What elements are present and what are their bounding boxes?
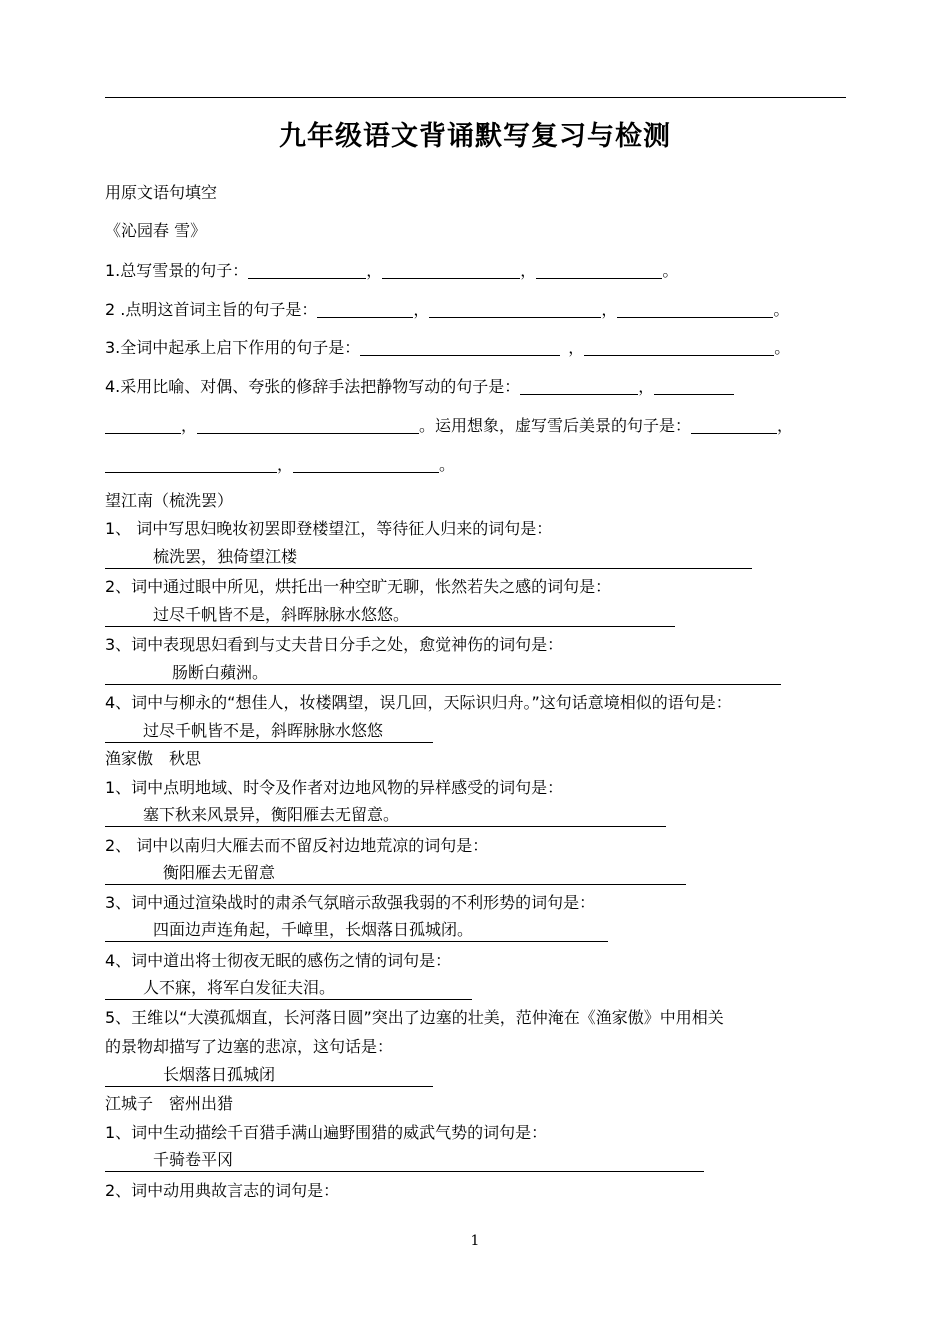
question-text: 5、王维以“大漠孤烟直，长河落日圆”突出了边塞的壮美，范仲淹在《渔家傲》中用相关 <box>105 1008 724 1027</box>
answer-blank[interactable] <box>429 301 601 318</box>
poem-heading-yujiaao: 渔家傲 秋思 <box>105 749 202 768</box>
question-row: ， 。 <box>105 454 455 476</box>
question-text: 4.采用比喻、对偶、夸张的修辞手法把静物写动的句子是： <box>105 377 521 396</box>
question-text: 3、词中通过渲染战时的肃杀气氛暗示敌强我弱的不利形势的词句是： <box>105 893 596 912</box>
poem-heading-qinyuanchun: 《沁园春 雪》 <box>105 221 207 240</box>
answer-line[interactable]: 塞下秋来风景异，衡阳雁去无留意。 <box>105 804 666 827</box>
answer-blank[interactable] <box>617 301 773 318</box>
question-row: 2 .点明这首词主旨的句子是： ， ， 。 <box>105 300 790 319</box>
answer-blank[interactable] <box>654 378 734 395</box>
answer-line[interactable]: 过尽千帆皆不是，斜晖脉脉水悠悠。 <box>105 604 675 627</box>
question-row: ， 。运用想象，虚写雪后美景的句子是： ， <box>105 415 793 437</box>
question-text: 1、词中生动描绘千百猎手满山遍野围猎的威武气势的词句是： <box>105 1123 548 1142</box>
answer-blank[interactable] <box>105 417 181 434</box>
answer-line[interactable]: 千骑卷平冈 <box>105 1149 704 1172</box>
poem-heading-wangjiangnan: 望江南（梳洗罢） <box>105 491 234 510</box>
answer-blank[interactable] <box>382 262 520 279</box>
question-text: 3.全词中起承上启下作用的句子是： <box>105 338 361 357</box>
question-text: 1、 词中写思妇晚妆初罢即登楼望江，等待征人归来的词句是： <box>105 519 553 538</box>
question-text: 3、词中表现思妇看到与丈夫昔日分手之处，愈觉神伤的词句是： <box>105 635 564 654</box>
answer-blank[interactable] <box>197 417 419 434</box>
answer-blank[interactable] <box>248 262 366 279</box>
question-text: 2、词中动用典故言志的词句是： <box>105 1181 340 1200</box>
question-row: 3.全词中起承上启下作用的句子是： ， 。 <box>105 338 791 357</box>
question-row: 4.采用比喻、对偶、夸张的修辞手法把静物写动的句子是： ， <box>105 376 734 398</box>
answer-line[interactable]: 长烟落日孤城闭 <box>105 1064 433 1087</box>
answer-line[interactable]: 过尽千帆皆不是，斜晖脉脉水悠悠 <box>105 720 433 743</box>
question-text: 4、词中道出将士彻夜无眠的感伤之情的词句是： <box>105 951 452 970</box>
question-text: 的景物却描写了边塞的悲凉，这句话是： <box>105 1037 394 1056</box>
question-text: 2 .点明这首词主旨的句子是： <box>105 300 318 319</box>
answer-blank[interactable] <box>105 456 277 473</box>
answer-blank[interactable] <box>360 339 560 356</box>
answer-blank[interactable] <box>536 262 662 279</box>
question-text: 4、词中与柳永的“想佳人，妆楼隅望，误几回，天际识归舟。”这句话意境相似的语句是： <box>105 693 732 712</box>
page-number: 1 <box>470 1233 480 1249</box>
answer-line[interactable]: 肠断白蘋洲。 <box>105 662 781 685</box>
answer-blank[interactable] <box>691 417 777 434</box>
answer-line[interactable]: 人不寐，将军白发征夫泪。 <box>105 977 472 1000</box>
poem-heading-jiangchengzi: 江城子 密州出猎 <box>105 1094 234 1113</box>
answer-line[interactable]: 梳洗罢，独倚望江楼 <box>105 546 752 569</box>
question-row: 1.总写雪景的句子： ， ， 。 <box>105 261 679 280</box>
question-text: 2、 词中以南归大雁去而不留反衬边地荒凉的词句是： <box>105 836 489 855</box>
page-title: 九年级语文背诵默写复习与检测 <box>279 121 671 152</box>
answer-blank[interactable] <box>584 339 774 356</box>
question-text: 2、词中通过眼中所见，烘托出一种空旷无聊，怅然若失之感的词句是： <box>105 577 612 596</box>
question-text: 1.总写雪景的句子： <box>105 261 249 280</box>
header-rule <box>105 97 846 98</box>
question-text: 1、词中点明地域、时令及作者对边地风物的异样感受的词句是： <box>105 778 564 797</box>
answer-blank[interactable] <box>520 378 638 395</box>
answer-line[interactable]: 衡阳雁去无留意 <box>105 862 686 885</box>
answer-blank[interactable] <box>293 456 439 473</box>
answer-line[interactable]: 四面边声连角起，千嶂里，长烟落日孤城闭。 <box>105 919 608 942</box>
question-text: 。运用想象，虚写雪后美景的句子是： <box>419 416 692 435</box>
answer-blank[interactable] <box>317 301 413 318</box>
section-intro: 用原文语句填空 <box>105 183 218 202</box>
